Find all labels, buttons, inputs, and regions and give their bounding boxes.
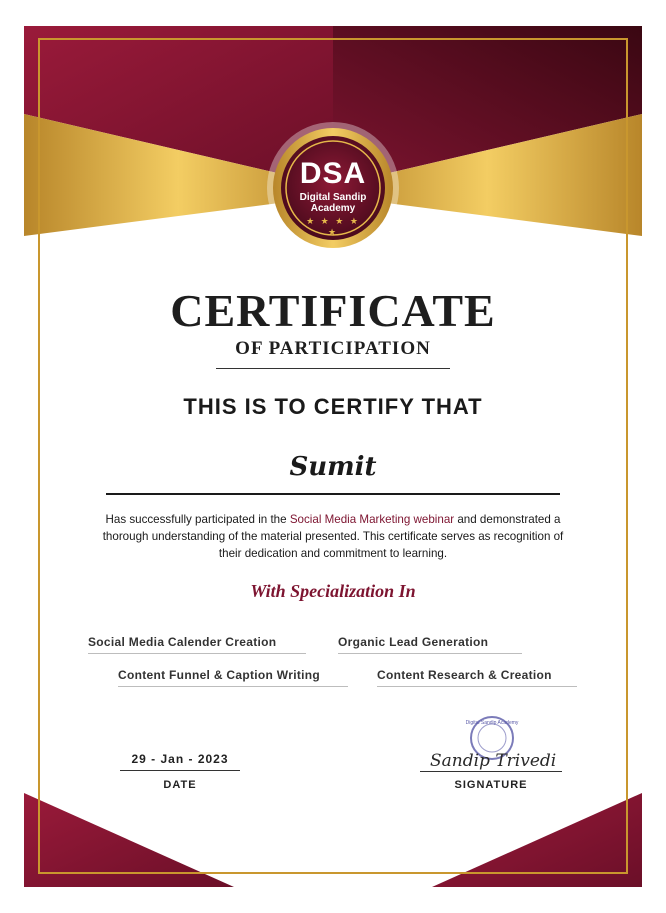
recipient-name: Sumit: [289, 452, 377, 482]
signature-underline: [420, 771, 562, 772]
specialization-heading: With Specialization In: [250, 581, 416, 601]
skill-item: Organic Lead Generation: [338, 635, 522, 654]
name-underline: [106, 493, 560, 495]
description-after: and demonstrated a thorough understanding of the material presented. This certificate serves as recognition of their dedication and commitment to learning.: [102, 513, 564, 560]
date-label: DATE: [163, 779, 197, 791]
description-before: Has successfully participated in the: [105, 513, 290, 526]
certify-line: THIS IS TO CERTIFY THAT: [183, 394, 483, 419]
signature-stamp: [420, 714, 570, 774]
stamp-text: Digital Sandip Academy: [465, 720, 519, 726]
academy-name-line2: Academy: [310, 203, 356, 214]
academy-name: [286, 192, 380, 214]
seal-stars: ★ ★ ★ ★ ★: [306, 216, 360, 237]
certificate-description: [94, 511, 572, 562]
academy-name-line1: Digital Sandip: [299, 192, 367, 203]
date-underline: [120, 770, 240, 771]
skill-item: Content Research & Creation: [377, 668, 577, 687]
subtitle-underline: [216, 368, 450, 369]
certificate: [24, 26, 642, 887]
signature-text: Sandip Trivedi: [430, 751, 557, 771]
skill-item: Social Media Calender Creation: [88, 635, 306, 654]
certificate-subtitle: OF PARTICIPATION: [235, 338, 431, 359]
webinar-name: Social Media Marketing webinar: [289, 513, 455, 526]
skill-item: Content Funnel & Caption Writing: [118, 668, 348, 687]
certificate-title: CERTIFICATE: [170, 285, 496, 336]
issue-date: 29 - Jan - 2023: [131, 752, 229, 766]
signature-label: SIGNATURE: [454, 779, 528, 791]
academy-logo: DSA: [299, 157, 367, 190]
